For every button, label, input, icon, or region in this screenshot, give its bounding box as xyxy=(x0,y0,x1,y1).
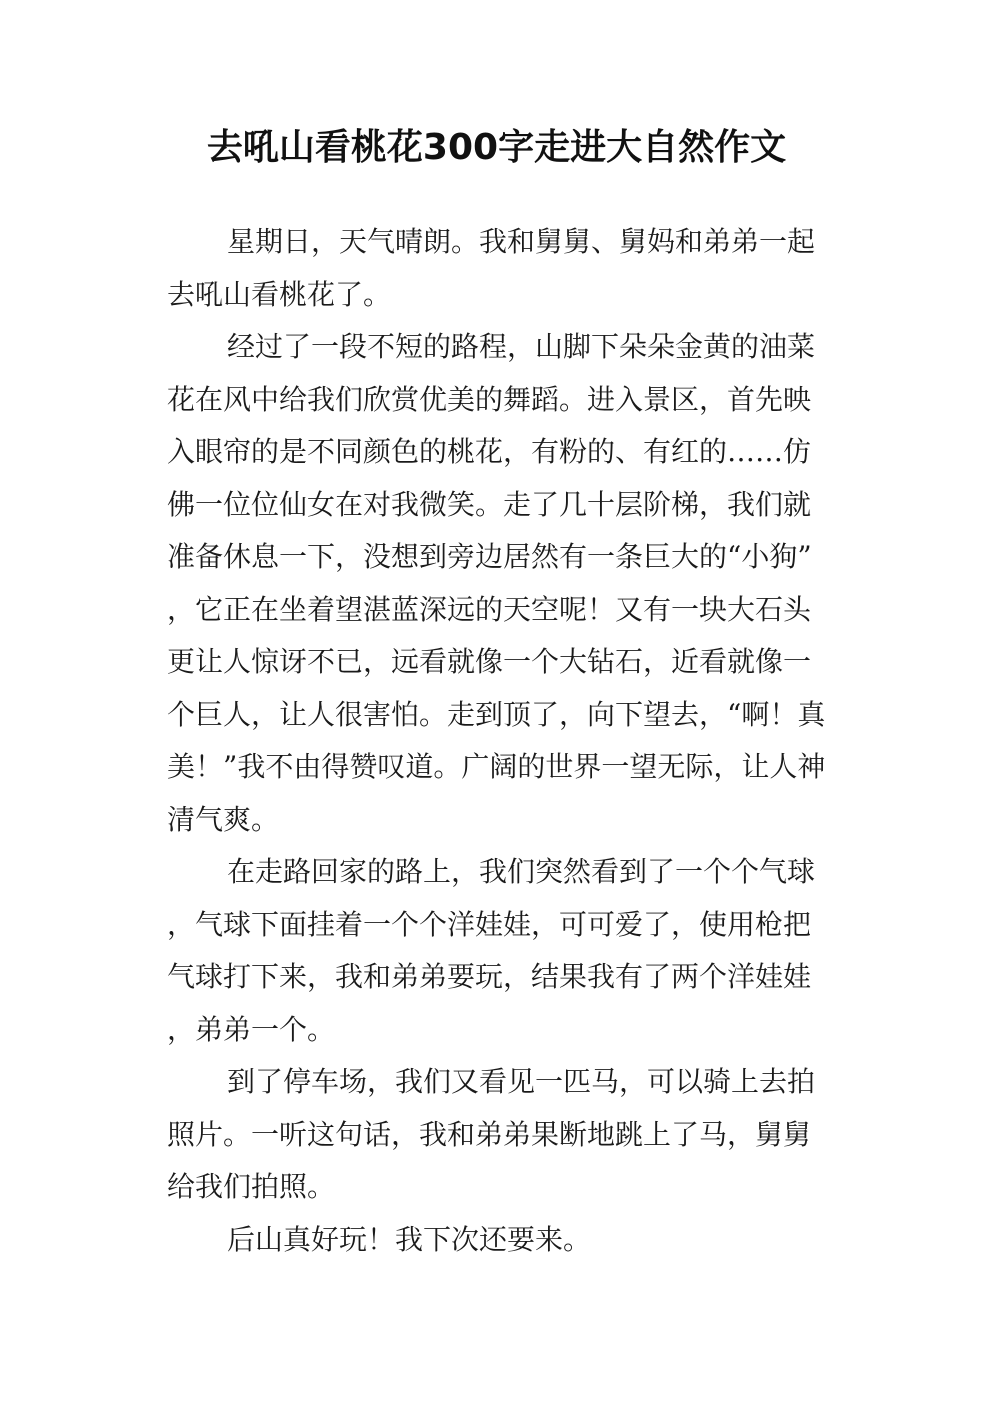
paragraph-3: 在走路回家的路上，我们突然看到了一个个气球，气球下面挂着一个个洋娃娃，可可爱了，使用枪把气球打下来，我和弟弟要玩，结果我有了两个洋娃娃，弟弟一个。 xyxy=(167,855,816,1046)
paragraph-2: 经过了一段不短的路程，山脚下朵朵金黄的油菜花在风中给我们欣赏优美的舞蹈。进入景区，首先映入眼帘的是不同颜色的桃花，有粉的、有红的……仿佛一位位仙女在对我微笑。走了几十层阶梯，我们就准备休息一下，没想到旁边居然有一条巨大的“小狗”，它正在坐着望湛蓝深远的天空呢！又有一块大石头更让人惊讶不已，远看就像一个大钻石，近看就像一个巨人，让人很害怕。走到顶了，向下望去，“啊！真美！”我不由得赞叹道。广阔的世界一望无际，让人神清气爽。 xyxy=(167,330,826,836)
paragraph-5: 后山真好玩！我下次还要来。 xyxy=(227,1222,592,1256)
document-title: 去吼山看桃花300字走进大自然作文 xyxy=(206,127,787,168)
paragraph-1: 星期日，天气晴朗。我和舅舅、舅妈和弟弟一起去吼山看桃花了。 xyxy=(167,225,816,311)
paragraph-4: 到了停车场，我们又看见一匹马，可以骑上去拍照片。一听这句话，我和弟弟果断地跳上了马，舅舅给我们拍照。 xyxy=(167,1065,816,1203)
document-body xyxy=(167,216,827,1266)
